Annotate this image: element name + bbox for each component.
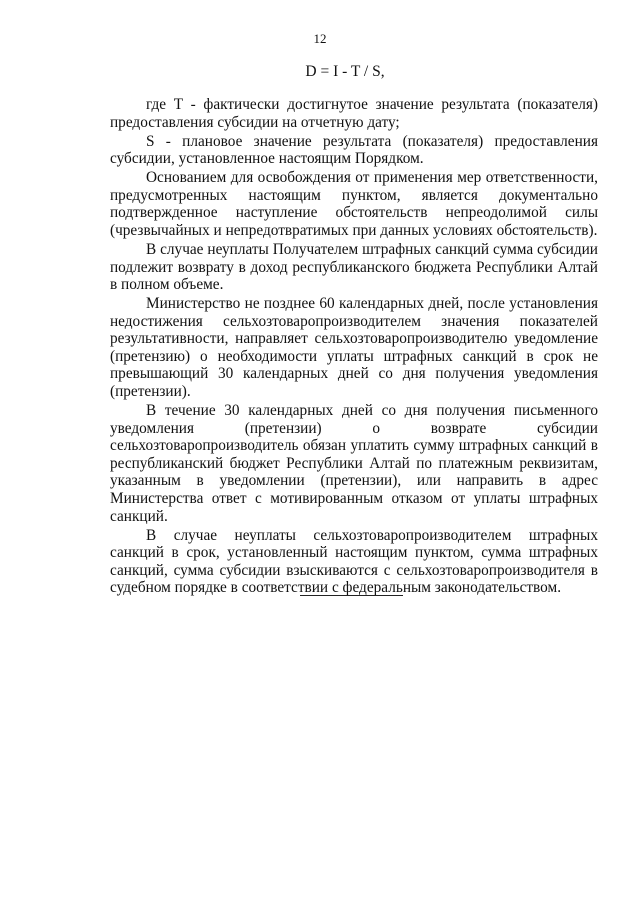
formula: D = I - T / S,: [305, 63, 385, 80]
paragraph-definition-s: S - плановое значение результата (показателя) предоставления субсидии, установленное настоящим Порядком.: [110, 132, 598, 168]
paragraph-court-recovery: В случае неуплаты сельхозтоваропроизводителем штрафных санкций в срок, установленный настоящим пунктом, сумма штрафных санкций, сумма субсидии взыскиваются с сельхозтоваропроизводителя в судебном порядке в соответствии с федеральным законодательством.: [110, 526, 598, 597]
document-body: [110, 96, 598, 598]
paragraph-subsidy-return: В случае неуплаты Получателем штрафных санкций сумма субсидии подлежит возврату в доход республиканского бюджета Республики Алтай в полном объеме.: [110, 240, 598, 294]
paragraph-force-majeure: Основанием для освобождения от применения мер ответственности, предусмотренных настоящим пунктом, является документально подтвержденное наступление обстоятельств непреодолимой силы (чрезвычайных и непредотвратимых при данных условиях обстоятельств).: [110, 169, 598, 239]
paragraph-ministry-notice: Министерство не позднее 60 календарных дней, после установления недостижения сельхозтоваропроизводителем значения показателей результативности, направляет сельхозтоваропроизводителю уведомление (претензию) о необходимости уплаты штрафных санкций в срок не превышающий 30 календарных дней со дня получения уведомления (претензии).: [110, 295, 598, 401]
paragraph-payment-term: В течение 30 календарных дней со дня получения письменного уведомления (претензии) о возврате субсидии сельхозтоваропроизводитель обязан уплатить сумму штрафных санкций в республиканский бюджет Республики Алтай по платежным реквизитам, указанным в уведомлении (претензии), или направить в адрес Министерства ответ с мотивированным отказом от уплаты штрафных санкций.: [110, 402, 598, 525]
page-number: 12: [313, 31, 327, 46]
paragraph-definition-t: где T - фактически достигнутое значение результата (показателя) предоставления субсидии на отчетную дату;: [110, 96, 598, 131]
end-separator-line: [300, 595, 403, 596]
